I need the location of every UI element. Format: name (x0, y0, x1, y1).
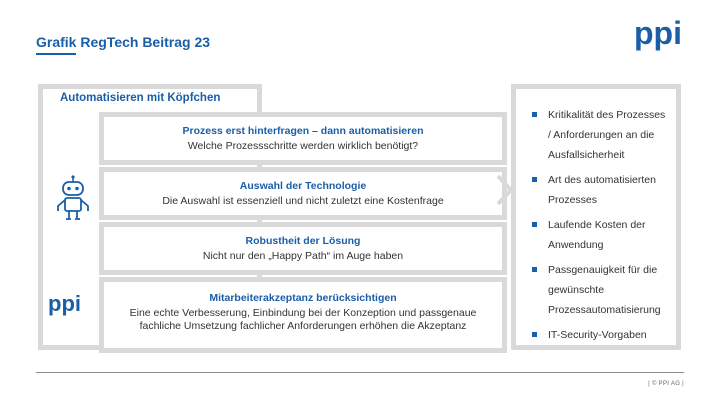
svg-text:ppi: ppi (48, 292, 81, 316)
square-bullet-icon (532, 112, 537, 117)
list-item: IT-Security-Vorgaben (532, 325, 680, 345)
list-item: Laufende Kosten der Anwendung (532, 215, 680, 255)
step-title: Auswahl der Technologie (239, 180, 367, 192)
criteria-box (511, 84, 681, 350)
step-title: Robustheit der Lösung (245, 235, 361, 247)
step-robustness (99, 222, 507, 275)
svg-text:ppi: ppi (634, 18, 682, 51)
page-title: Grafik RegTech Beitrag 23 (36, 34, 211, 50)
step-text: Nicht nur den „Happy Path“ im Auge haben (202, 250, 404, 262)
list-item: Passgenauigkeit für die gewünschte Prozessautomatisierung (532, 260, 680, 320)
square-bullet-icon (532, 222, 537, 227)
step-text-line: fachliche Umsetzung fachlicher Anforderungen erhöhen die Akzeptanz (139, 320, 467, 332)
footer-divider (36, 372, 684, 373)
step-technology (99, 167, 507, 220)
square-bullet-icon (532, 177, 537, 182)
criteria-list (532, 105, 680, 350)
ppi-logo-small (48, 292, 84, 318)
step-acceptance (99, 277, 507, 353)
left-heading: Automatisieren mit Köpfchen (60, 92, 221, 104)
step-text: Die Auswahl ist essenziell und nicht zuletzt eine Kostenfrage (162, 195, 444, 207)
step-text-line: Eine echte Verbesserung, Einbindung bei der Konzeption und passgenaue (129, 307, 477, 319)
ppi-logo (634, 18, 686, 54)
list-item: Art des automatisierten Prozesses (532, 170, 680, 210)
square-bullet-icon (532, 267, 537, 272)
step-title: Mitarbeiterakzeptanz berücksichtigen (209, 292, 397, 304)
list-item: Kritikalität des Prozesses / Anforderungen an die Ausfallsicherheit (532, 105, 680, 165)
square-bullet-icon (532, 332, 537, 337)
step-process-question (99, 112, 507, 165)
step-title: Prozess erst hinterfragen – dann automatisieren (182, 125, 424, 137)
footer-copyright: | © PPI AG | (648, 381, 684, 387)
step-text: Welche Prozessschritte werden wirklich benötigt? (187, 140, 419, 152)
robot-icon (52, 175, 94, 221)
title-underline (36, 53, 76, 55)
